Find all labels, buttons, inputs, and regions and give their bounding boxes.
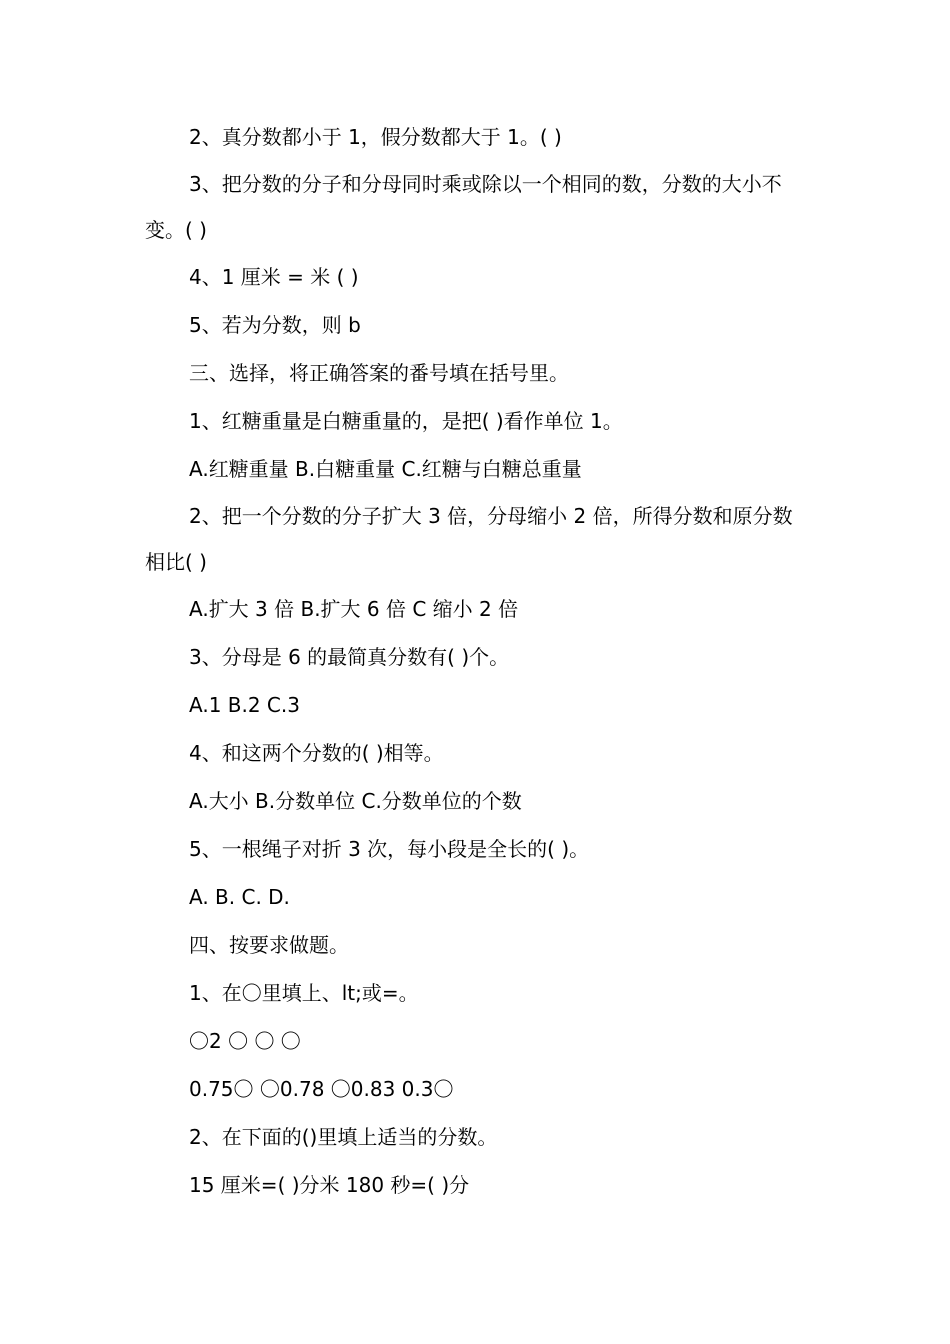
paragraph: 2、真分数都小于 1，假分数都大于 1。( ) — [189, 125, 562, 149]
question: 1、在〇里填上、lt;或=。 — [189, 981, 419, 1005]
question: 2、把一个分数的分子扩大 3 倍，分母缩小 2 倍，所得分数和原分数相比( ) — [145, 504, 793, 574]
exercise-line: 〇2 〇 〇 〇 — [189, 1029, 301, 1053]
answer-options: A.红糖重量 B.白糖重量 C.红糖与白糖总重量 — [189, 457, 582, 481]
answer-options: A.大小 B.分数单位 C.分数单位的个数 — [189, 789, 522, 813]
question: 3、分母是 6 的最简真分数有( )个。 — [189, 645, 510, 669]
paragraph: 3、把分数的分子和分母同时乘或除以一个相同的数，分数的大小不变。( ) — [145, 172, 782, 242]
exercise-line: 15 厘米=( )分米 180 秒=( )分 — [189, 1173, 470, 1197]
document-body — [145, 113, 807, 1209]
question: 4、和这两个分数的( )相等。 — [189, 741, 444, 765]
section-heading: 四、按要求做题。 — [189, 933, 349, 957]
answer-options: A. B. C. D. — [189, 885, 290, 909]
paragraph: 4、1 厘米 = 米 ( ) — [189, 265, 359, 289]
section-heading: 三、选择，将正确答案的番号填在括号里。 — [189, 361, 569, 385]
question: 1、红糖重量是白糖重量的，是把( )看作单位 1。 — [189, 409, 623, 433]
answer-options: A.扩大 3 倍 B.扩大 6 倍 C 缩小 2 倍 — [189, 597, 519, 621]
answer-options: A.1 B.2 C.3 — [189, 693, 300, 717]
exercise-line: 0.75〇 〇0.78 〇0.83 0.3〇 — [189, 1077, 454, 1101]
question: 5、一根绳子对折 3 次，每小段是全长的( )。 — [189, 837, 590, 861]
paragraph: 5、若为分数，则 b — [189, 313, 361, 337]
question: 2、在下面的()里填上适当的分数。 — [189, 1125, 498, 1149]
